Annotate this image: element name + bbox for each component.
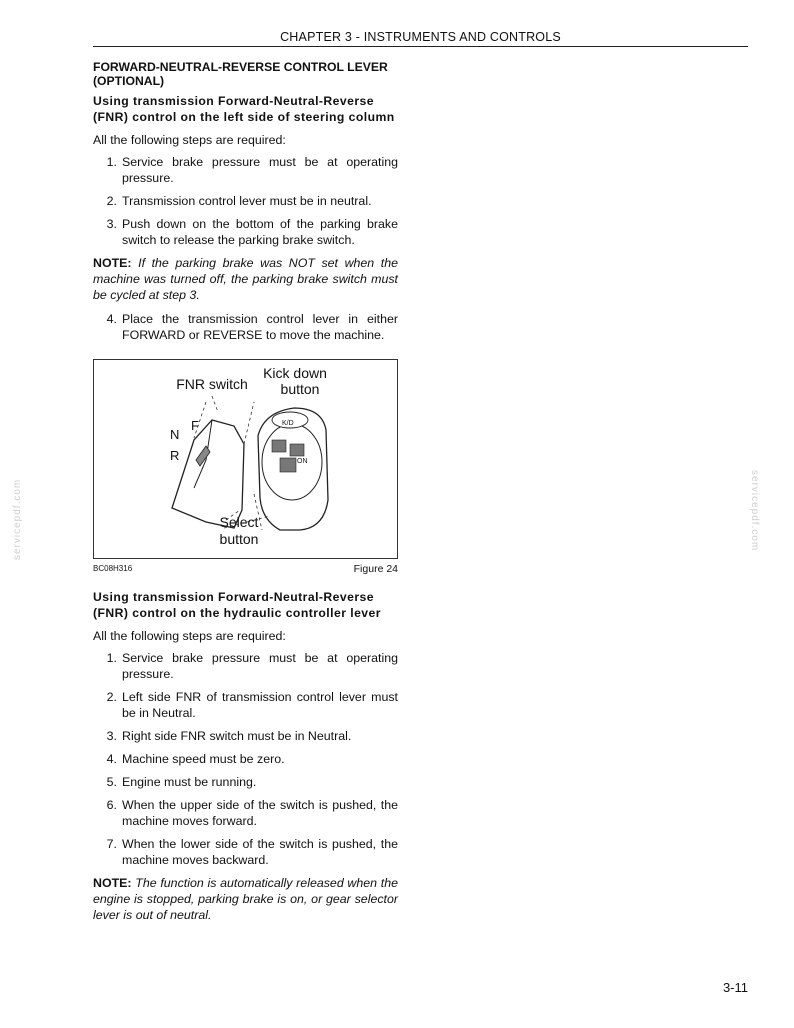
label-f: F <box>191 418 199 433</box>
list-item: 1. Service brake pressure must be at operating pressure. <box>106 155 398 185</box>
subsection-title-steering-column: Using transmission Forward-Neutral-Reverse (FNR) control on the left side of steering column <box>93 94 395 124</box>
list-item: 3. Push down on the bottom of the parking brake switch to release the parking brake switch. <box>106 217 398 247</box>
section-title: FORWARD-NEUTRAL-REVERSE CONTROL LEVER (OPTIONAL) <box>93 60 388 88</box>
label-fnr-switch: FNR switch <box>176 376 248 392</box>
label-r: R <box>170 448 180 463</box>
label-n: N <box>170 427 180 442</box>
list-item: 2. Transmission control lever must be in neutral. <box>106 194 372 208</box>
steps-list-steering-column <box>93 154 398 248</box>
list-item: 4. Machine speed must be zero. <box>106 752 285 766</box>
figure-caption <box>93 561 398 577</box>
list-item: 5. Engine must be running. <box>106 775 257 789</box>
figure-code: BC08H316 <box>93 564 133 573</box>
list-item: 3. Right side FNR switch must be in Neutral. <box>106 729 352 743</box>
figure-fnr-illustration <box>93 359 398 559</box>
label-select: Select <box>219 514 259 530</box>
steps-list-continued <box>93 311 398 343</box>
list-item: 4. Place the transmission control lever in either FORWARD or REVERSE to move the machine. <box>106 312 398 342</box>
watermark-right: servicepdf.com <box>749 470 760 552</box>
intro-text: All the following steps are required: <box>93 629 286 643</box>
intro-text: All the following steps are required: <box>93 133 286 147</box>
list-item: 1. Service brake pressure must be at operating pressure. <box>106 651 398 681</box>
list-item: 7. When the lower side of the switch is pushed, the machine moves backward. <box>106 837 398 867</box>
page-number: 3-11 <box>722 980 748 995</box>
label-kick-down: Kick down <box>263 365 327 381</box>
steps-list-hydraulic-lever <box>93 650 398 868</box>
note-parking-brake: NOTE: If the parking brake was NOT set when the machine was turned off, the parking brake switch must be cycled at step 3. <box>93 256 398 302</box>
label-on: ON <box>297 458 308 465</box>
list-item: 2. Left side FNR of transmission control lever must be in Neutral. <box>106 690 398 720</box>
chapter-header: CHAPTER 3 - INSTRUMENTS AND CONTROLS <box>93 30 748 47</box>
label-kick-down-2: button <box>280 381 320 397</box>
watermark-left: servicepdf.com <box>12 478 23 560</box>
main-column <box>93 60 398 931</box>
list-item: 6. When the upper side of the switch is pushed, the machine moves forward. <box>106 798 398 828</box>
label-select-2: button <box>219 531 259 547</box>
figure-number: Figure 24 <box>353 563 398 575</box>
subsection-title-hydraulic-lever: Using transmission Forward-Neutral-Reverse (FNR) control on the hydraulic controller lever <box>93 590 381 620</box>
label-kd: K/D <box>282 420 294 427</box>
note-function-release: NOTE: The function is automatically released when the engine is stopped, parking brake is on, or gear selector lever is out of neutral. <box>93 876 398 922</box>
